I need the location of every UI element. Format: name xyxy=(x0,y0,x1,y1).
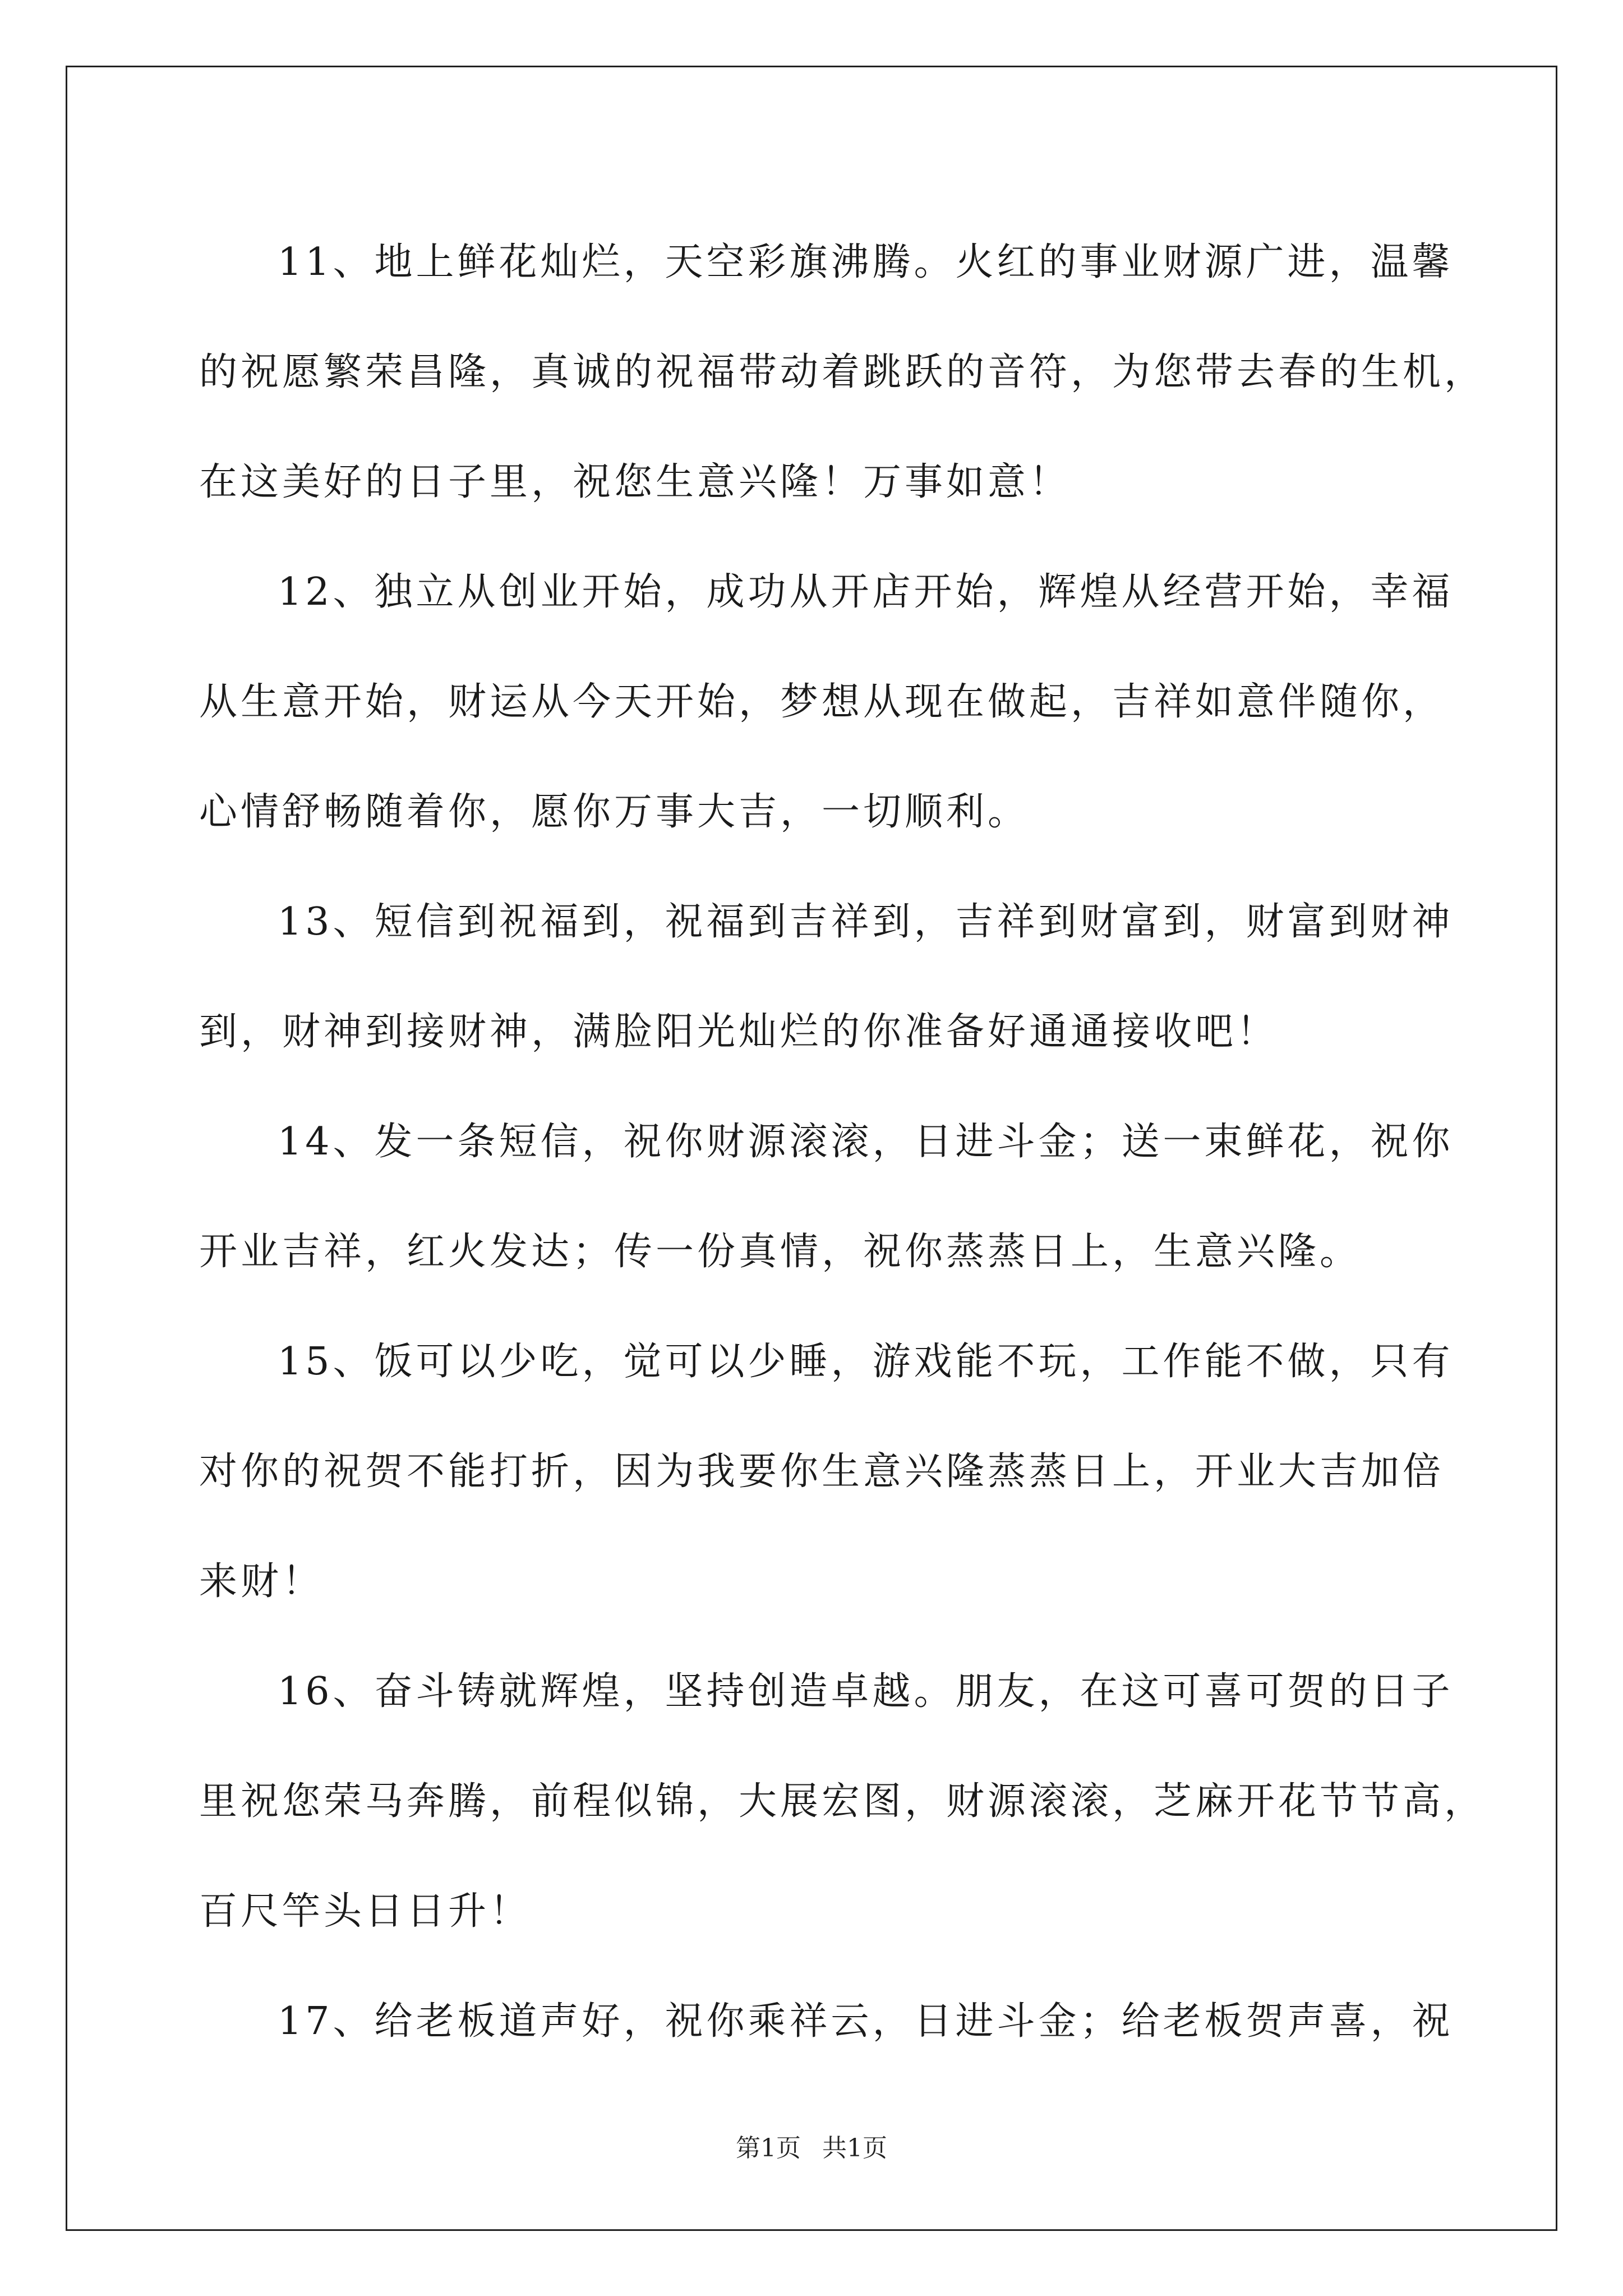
page-total: 共1页 xyxy=(822,2134,887,2162)
paragraph-line: 开业吉祥，红火发达；传一份真情，祝你蒸蒸日上，生意兴隆。 xyxy=(199,1230,1362,1274)
paragraph-line: 心情舒畅随着你，愿你万事大吉，一切顺利。 xyxy=(199,790,1030,834)
paragraph-line: 15、饭可以少吃，觉可以少睡，游戏能不玩，工作能不做，只有 xyxy=(278,1340,1454,1384)
paragraph-11 xyxy=(199,208,1486,537)
paragraph-line: 14、发一条短信，祝你财源滚滚，日进斗金；送一束鲜花，祝你 xyxy=(278,1120,1454,1164)
paragraph-line: 11、地上鲜花灿烂，天空彩旗沸腾。火红的事业财源广进，温馨 xyxy=(278,240,1454,284)
paragraph-12 xyxy=(199,537,1454,867)
paragraph-line: 16、奋斗铸就辉煌，坚持创造卓越。朋友，在这可喜可贺的日子 xyxy=(278,1669,1454,1714)
paragraph-line: 从生意开始，财运从今天开始，梦想从现在做起，吉祥如意伴随你， xyxy=(199,680,1445,724)
paragraph-line: 的祝愿繁荣昌隆，真诚的祝福带动着跳跃的音符，为您带去春的生机， xyxy=(199,350,1486,394)
paragraph-line: 里祝您荣马奔腾，前程似锦，大展宏图，财源滚滚，芝麻开花节节高， xyxy=(199,1779,1486,1824)
paragraph-17 xyxy=(199,1967,1454,2077)
paragraph-line: 百尺竿头日日升！ xyxy=(199,1889,532,1934)
paragraph-15 xyxy=(199,1307,1454,1637)
paragraph-line: 在这美好的日子里，祝您生意兴隆！万事如意！ xyxy=(199,460,1071,504)
paragraph-line: 对你的祝贺不能打折，因为我要你生意兴隆蒸蒸日上，开业大吉加倍 xyxy=(199,1450,1445,1494)
page-number: 第1页 xyxy=(736,2134,801,2162)
paragraph-line: 17、给老板道声好，祝你乘祥云，日进斗金；给老板贺声喜，祝 xyxy=(278,1999,1454,2044)
paragraph-line: 13、短信到祝福到，祝福到吉祥到，吉祥到财富到，财富到财神 xyxy=(278,900,1454,944)
paragraph-line: 到，财神到接财神，满脸阳光灿烂的你准备好通通接收吧！ xyxy=(199,1010,1279,1054)
page-footer xyxy=(0,2132,1623,2165)
paragraph-13 xyxy=(199,867,1454,1087)
document-body xyxy=(199,208,1486,2077)
paragraph-line: 12、独立从创业开始，成功从开店开始，辉煌从经营开始，幸福 xyxy=(278,570,1454,614)
paragraph-line: 来财！ xyxy=(199,1559,324,1604)
paragraph-14 xyxy=(199,1087,1454,1307)
paragraph-16 xyxy=(199,1637,1486,1967)
